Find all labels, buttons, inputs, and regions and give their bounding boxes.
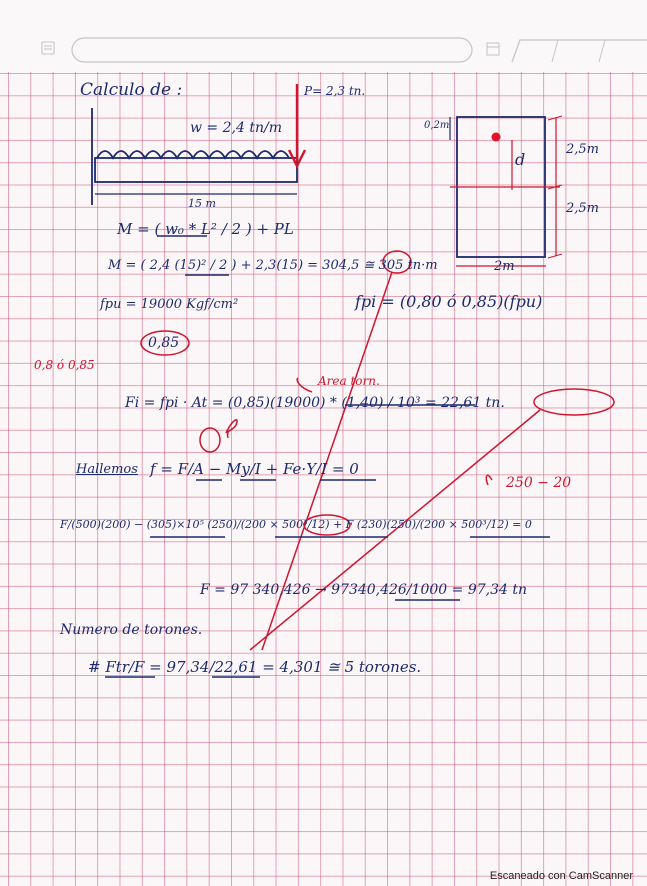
area-note: Area torn.	[318, 374, 380, 388]
span-label: 15 m	[188, 197, 216, 210]
torones-label: Numero de torones.	[60, 622, 203, 638]
fi-equation: Fi = fpi · At = (0,85)(19000) * (1,40) / 10³ = 22,61 tn.	[125, 395, 505, 411]
hallemos-label: Hallemos	[76, 462, 138, 477]
ratio-selected: 0,85	[148, 335, 180, 351]
header-title-field	[72, 38, 472, 62]
torones-equation: # Ftr/F = 97,34/22,61 = 4,301 ≅ 5 torones.	[88, 658, 422, 676]
page-title: Calculo de :	[80, 80, 183, 100]
force-result: F = 97 340,426 → 97340,426/1000 = 97,34 tn	[200, 582, 527, 598]
moment-value: M = ( 2,4 (15)² / 2 ) + 2,3(15) = 304,5 ≅ 305 tn·m	[108, 258, 438, 273]
section-eccentricity: d	[515, 150, 526, 169]
moment-formula: M = ( w₀ * L² / 2 ) + PL	[117, 220, 294, 238]
distributed-load-label: w = 2,4 tn/m	[190, 120, 282, 136]
tendon-dot	[492, 133, 501, 142]
eccentricity-note: 250 − 20	[506, 475, 572, 491]
point-load-arrow	[289, 84, 305, 166]
header-date-field	[512, 40, 647, 62]
expanded-equation: F/(500)(200) − (305)×10⁵ (250)/(200 × 500³/12) + F (230)(250)/(200 × 500³/12) = 0	[60, 518, 532, 531]
point-load-label: P= 2,3 tn.	[304, 84, 366, 98]
scanner-watermark: Escaneado con CamScanner	[489, 870, 633, 882]
calendar-icon	[487, 43, 499, 55]
cross-section	[450, 116, 562, 266]
section-width: 2m	[494, 259, 515, 274]
fpi-formula: fpi = (0,80 ó 0,85)(fpu)	[355, 292, 543, 311]
section-top-offset: 0,2m	[424, 120, 450, 131]
section-height-top: 2,5m	[566, 142, 600, 157]
note-icon	[42, 42, 54, 54]
section-height-bottom: 2,5m	[566, 201, 600, 216]
stress-equation: f = F/A − My/I + Fe·Y/I = 0	[150, 460, 359, 478]
fpu-value: fpu = 19000 Kgf/cm²	[100, 297, 239, 312]
ratio-note: 0,8 ó 0,85	[34, 358, 95, 372]
